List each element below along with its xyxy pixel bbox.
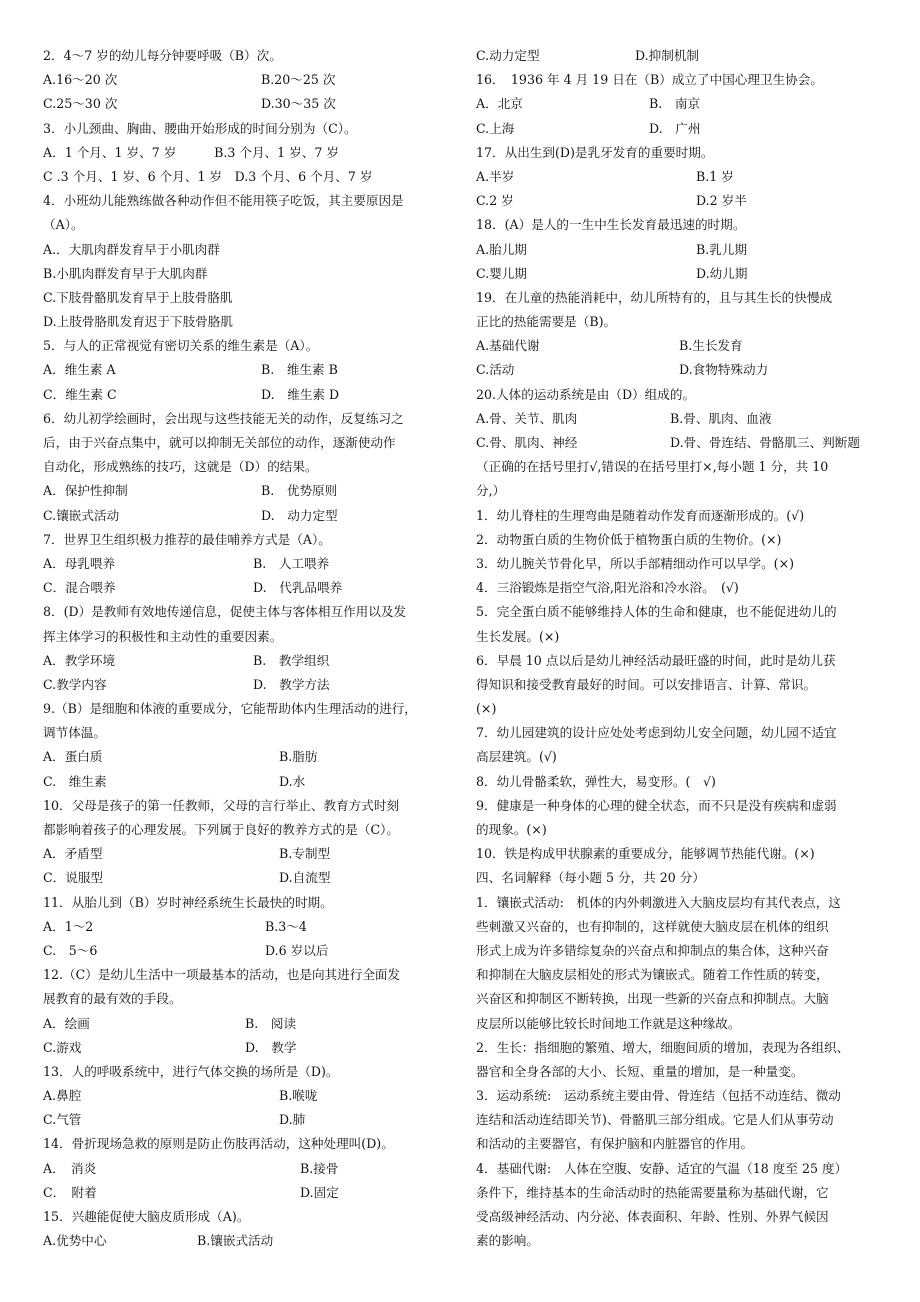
option-b: B.专制型	[279, 846, 331, 862]
text-line: 正比的热能需要是（B)。	[476, 314, 617, 330]
text-line: 分,）	[476, 483, 506, 499]
text-line: 6．早晨 10 点以后是幼儿神经活动最旺盛的时间，此时是幼儿获	[476, 652, 836, 668]
option-b: D. 动力定型	[261, 507, 338, 523]
text-line: 挥主体学习的积极性和主动性的重要因素。	[43, 628, 283, 644]
text-line: 4．小班幼儿能熟练做各种动作但不能用筷子吃饭，其主要原因是	[43, 193, 404, 209]
option-b: B.20～25 次	[261, 72, 336, 88]
option-row	[476, 165, 891, 189]
option-a: A.16～20 次	[43, 72, 118, 88]
right-column	[476, 44, 891, 1253]
option-a: C． 附着	[43, 1184, 97, 1200]
option-row	[43, 649, 455, 673]
option-a: A．1～2	[43, 918, 94, 934]
option-row	[476, 92, 891, 116]
text-line: 四、名词解释（每小题 5 分，共 20 分）	[476, 870, 705, 886]
option-a: C. 维生素	[43, 773, 107, 789]
option-row	[43, 552, 455, 576]
option-b: B. 教学组织	[253, 652, 330, 668]
option-a: C.婴儿期	[476, 265, 527, 281]
option-a: A.骨、关节、肌肉	[476, 410, 578, 426]
option-b: D.水	[279, 773, 306, 789]
option-b: B. 人工喂养	[253, 555, 330, 571]
text-line: 8．(D）是教师有效地传递信息，促使主体与客体相互作用以及发	[43, 604, 407, 620]
option-a: A.鼻腔	[43, 1088, 82, 1104]
option-b: B. 阅读	[245, 1015, 297, 1031]
text-line: 14．骨折现场急救的原则是防止伤肢再活动，这种处理叫(D)。	[43, 1136, 394, 1152]
option-b: D.抑制机制	[635, 48, 700, 63]
option-b: B. 优势原则	[261, 483, 338, 499]
option-a: A.胎儿期	[476, 241, 527, 257]
option-a: C．维生素 C	[43, 386, 117, 402]
text-line: 兴奋区和抑制区不断转换，出现一些新的兴奋点和抑制点。大脑	[476, 991, 829, 1007]
text-line: 1．幼儿脊柱的生理弯曲是随着动作发育而逐渐形成的。(√)	[476, 507, 805, 523]
text-line: 形式上成为许多错综复杂的兴奋点和抑制点的集合体，这种兴奋	[476, 942, 829, 958]
text-line: 4．三浴锻炼是指空气浴,阳光浴和冷水浴。 (√)	[476, 580, 739, 596]
option-row	[43, 576, 455, 600]
option-b: D.固定	[300, 1184, 339, 1200]
option-a: C.镶嵌式活动	[43, 507, 120, 523]
text-line: 10．父母是孩子的第一任教师，父母的言行举止、教育方式时刻	[43, 797, 400, 813]
option-a: C.气管	[43, 1112, 82, 1128]
text-line: 2．生长：指细胞的繁殖、增大，细胞间质的增加，表现为各组织、	[476, 1039, 850, 1055]
option-a: A.基础代谢	[476, 338, 540, 354]
option-a: C．说服型	[43, 870, 104, 886]
option-b: B.脂肪	[279, 749, 318, 765]
text-line: 3．运动系统: 运动系统主要由骨、骨连结（包括不动连结、微动	[476, 1088, 841, 1104]
option-a: C.游戏	[43, 1039, 82, 1055]
option-row	[43, 915, 455, 939]
option-b: D. 维生素 D	[261, 386, 340, 402]
text-line: 18．(A）是人的一生中生长发育最迅速的时期。	[476, 217, 746, 233]
text-line: （A）。	[43, 217, 84, 233]
option-b: B.接骨	[300, 1160, 339, 1176]
text-line: 受高级神经活动、内分泌、体表面积、年龄、性别、外界气候因	[476, 1209, 829, 1224]
text-line: 后，由于兴奋点集中，就可以抑制无关部位的动作，逐渐使动作	[43, 435, 396, 450]
text-line: 自动化，形成熟练的技巧，这就是（D）的结果。	[43, 459, 318, 475]
option-row	[43, 939, 455, 963]
option-row	[476, 262, 891, 286]
option-b: D.6 岁以后	[265, 942, 329, 958]
text-line: A．1 个月、1 岁、7 岁 B.3 个月、1 岁、7 岁	[43, 144, 339, 160]
text-line: 展教育的最有效的手段。	[43, 991, 182, 1007]
option-row	[43, 842, 455, 866]
text-line: 器官和全身各部的大小、长短、重量的增加，是一种量变。	[476, 1063, 804, 1079]
text-line: 17．从出生到(D)是乳牙发育的重要时期。	[476, 144, 714, 160]
text-line: 5．与人的正常视觉有密切关系的维生素是（A）。	[43, 338, 319, 354]
option-b: B.1 岁	[696, 168, 734, 184]
text-line: 些刺激又兴奋的，也有抑制的，这样就使大脑皮层在机体的组织	[476, 918, 829, 934]
text-line: 条件下，维持基本的生命活动时的热能需要量称为基础代谢，它	[476, 1184, 829, 1200]
option-row	[43, 673, 455, 697]
option-row	[476, 44, 891, 68]
option-row	[476, 358, 891, 382]
text-line: 生长发展。(×)	[476, 628, 560, 644]
option-row	[476, 117, 891, 141]
option-a: C.25～30 次	[43, 96, 118, 112]
option-a: C.活动	[476, 362, 515, 378]
text-line: 4．基础代谢: 人体在空腹、安静、适宜的气温（18 度至 25 度）	[476, 1160, 848, 1176]
text-line: 11．从胎儿到（B）岁时神经系统生长最快的时期。	[43, 894, 333, 910]
text-line: 8．幼儿骨骼柔软，弹性大，易变形。( √)	[476, 773, 716, 789]
text-line: 12.（C）是幼儿生活中一项最基本的活动，也是向其进行全面发	[43, 967, 401, 983]
option-b: D. 广州	[649, 120, 701, 136]
option-row	[43, 1229, 455, 1253]
text-line: 3．小儿颈曲、胸曲、腰曲开始形成的时间分别为（C）。	[43, 120, 357, 136]
option-b: D.30～35 次	[261, 96, 336, 112]
text-line: 5．完全蛋白质不能够维持人体的生命和健康，也不能促进幼儿的	[476, 604, 837, 620]
text-line: 7．幼儿园建筑的设计应处处考虑到幼儿安全问题，幼儿园不适宜	[476, 725, 837, 741]
text-line: 都影响着孩子的心理发展。下列属于良好的教养方式的是（C）。	[43, 822, 399, 837]
option-a: C.上海	[476, 120, 515, 136]
option-b: B.乳儿期	[696, 241, 748, 257]
option-row	[43, 1108, 455, 1132]
option-a: A．维生素 A	[43, 362, 116, 378]
option-a: C.教学内容	[43, 676, 107, 692]
option-row	[43, 92, 455, 116]
text-line: 19．在儿童的热能消耗中，幼儿所特有的，且与其生长的快慢成	[476, 289, 833, 305]
option-b: D. 教学	[245, 1039, 297, 1055]
option-a: A． 消炎	[43, 1160, 97, 1176]
option-row	[43, 745, 455, 769]
option-b: B. 南京	[649, 96, 701, 112]
text-line: 调节体温。	[43, 725, 106, 741]
option-a: A．保护性抑制	[43, 483, 128, 499]
text-line: 2．动物蛋白质的生物价低于植物蛋白质的生物价。(×)	[476, 531, 782, 547]
option-b: B. 维生素 B	[261, 362, 338, 378]
text-line: 素的影响。	[476, 1233, 539, 1249]
option-b: B.生长发育	[679, 338, 743, 354]
option-row	[43, 1084, 455, 1108]
option-b: D. 教学方法	[253, 676, 330, 692]
option-b: D.幼儿期	[696, 265, 748, 281]
text-line: 15．兴趣能促使大脑皮质形成（A)。	[43, 1209, 250, 1224]
option-a: C.骨、肌肉、神经	[476, 435, 578, 450]
option-row	[476, 189, 891, 213]
option-row	[43, 1012, 455, 1036]
option-b: D.2 岁半	[696, 193, 747, 209]
text-line: 7．世界卫生组织极力推荐的最佳哺养方式是（A）。	[43, 531, 331, 547]
option-b: D. 代乳品喂养	[253, 580, 343, 596]
option-a: C．混合喂养	[43, 580, 116, 596]
text-line: C .3 个月、1 岁、6 个月、1 岁 D.3 个月、6 个月、7 岁	[43, 168, 373, 184]
option-a: A．母乳喂养	[43, 555, 116, 571]
text-line: 连结和活动连结即关节)、骨骼肌三部分组成。它是人们从事劳动	[476, 1112, 834, 1128]
text-line: C.下肢骨骼肌发育早于上肢骨胳肌	[43, 289, 233, 305]
option-a: C. 5～6	[43, 942, 98, 958]
option-row	[476, 407, 891, 431]
option-row	[476, 431, 891, 455]
option-a: A.优势中心	[43, 1233, 107, 1249]
option-b: B.镶嵌式活动	[197, 1233, 274, 1249]
text-line: 高层建筑。(√)	[476, 749, 557, 765]
text-line: A.．大肌肉群发育早于小肌肉群	[43, 241, 220, 257]
text-line: 1．镶嵌式活动: 机体的内外刺激进入大脑皮层均有其代表点，这	[476, 894, 841, 910]
option-a: A．绘画	[43, 1015, 90, 1031]
option-a: A．北京	[476, 96, 523, 112]
option-b: B.3～4	[265, 918, 307, 934]
option-b: D.食物特殊动力	[679, 362, 769, 378]
option-row	[43, 866, 455, 890]
text-line: B.小肌肉群发育早于大肌肉群	[43, 265, 208, 281]
text-line: 和抑制在大脑皮层相处的形式为镶嵌式。随着工作性质的转变，	[476, 967, 829, 983]
text-line: 9．健康是一种身体的心理的健全状态，而不只是没有疾病和虚弱	[476, 797, 837, 813]
text-line: 3．幼儿腕关节骨化早，所以手部精细动作可以早学。(×)	[476, 555, 795, 571]
option-row	[43, 68, 455, 92]
text-line: 的现象。(×)	[476, 822, 547, 837]
option-b: D.自流型	[279, 870, 331, 886]
text-line: 9.（B）是细胞和体液的重要成分，它能帮助体内生理活动的进行，	[43, 701, 417, 717]
left-column	[43, 44, 455, 1253]
text-line: 13．人的呼吸系统中，进行气体交换的场所是（D)。	[43, 1063, 339, 1079]
option-row	[43, 358, 455, 382]
option-row	[43, 1036, 455, 1060]
text-line: 得知识和接受教育最好的时间。可以安排语言、计算、常识。	[476, 676, 817, 692]
option-row	[43, 1181, 455, 1205]
option-b: D.肺	[279, 1112, 306, 1128]
option-row	[43, 479, 455, 503]
option-a: A．矛盾型	[43, 846, 103, 862]
text-line: D.上肢骨胳肌发育迟于下肢骨胳肌	[43, 314, 233, 330]
text-line: (×)	[476, 701, 497, 717]
option-b: D.骨、骨连结、骨骼肌三、判断题	[670, 435, 860, 450]
text-line: 2．4～7 岁的幼儿每分钟要呼吸（B）次。	[43, 48, 282, 63]
option-row	[476, 238, 891, 262]
text-line: 20.人体的运动系统是由（D）组成的。	[476, 386, 696, 402]
text-line: 10．铁是构成甲状腺素的重要成分，能够调节热能代谢。(×)	[476, 846, 815, 862]
text-line: 16． 1936 年 4 月 19 日在（B）成立了中国心理卫生协会。	[476, 72, 823, 88]
option-row	[43, 504, 455, 528]
option-a: C.2 岁	[476, 193, 514, 209]
text-line: 和活动的主要器官，有保护脑和内脏器官的作用。	[476, 1136, 754, 1152]
option-b: B.喉咙	[279, 1088, 318, 1104]
option-b: B.骨、肌肉、血液	[670, 410, 772, 426]
option-a: A.半岁	[476, 168, 515, 184]
option-row	[43, 383, 455, 407]
option-row	[43, 770, 455, 794]
option-row	[476, 334, 891, 358]
text-line: 皮层所以能够比较长时间地工作就是这种缘故。	[476, 1015, 741, 1031]
text-line: 6．幼儿初学绘画时，会出现与这些技能无关的动作，反复练习之	[43, 410, 404, 426]
option-a: C.动力定型	[476, 48, 540, 63]
text-line: （正确的在括号里打√,错误的在括号里打×,每小题 1 分，共 10	[476, 459, 829, 475]
option-row	[43, 1157, 455, 1181]
option-a: A．教学环境	[43, 652, 116, 668]
option-a: A．蛋白质	[43, 749, 103, 765]
